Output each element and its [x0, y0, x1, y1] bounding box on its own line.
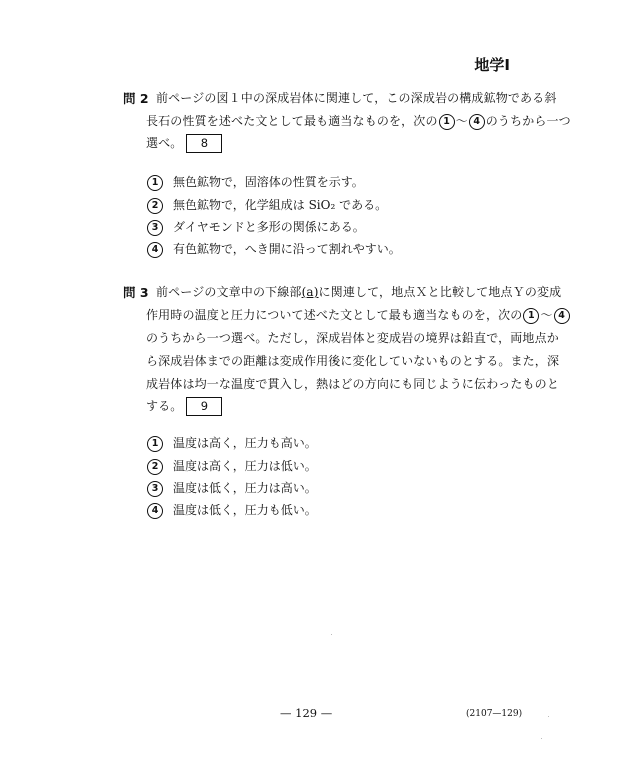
answer-box-9: 9	[186, 397, 222, 416]
question-3-line-5: 成岩体は均一な温度で貫入し，熱はどの方向にも同じように伝わったものと	[146, 377, 559, 391]
question-2-choice-3	[146, 218, 365, 236]
question-2-line-3	[146, 134, 222, 153]
choice-4-icon: 4	[147, 242, 163, 258]
page-number: — 129 —	[280, 706, 333, 720]
question-3-line-3: のうちから一つ選べ。ただし，深成岩体と変成岩の境界は鉛直で，両地点か	[146, 331, 559, 345]
choice-3-icon: 3	[147, 481, 163, 497]
circled-number-1-icon: 1	[523, 308, 539, 324]
question-3-choice-2	[146, 457, 317, 475]
question-3-line-6	[146, 397, 222, 416]
choice-2-icon: 2	[147, 198, 163, 214]
question-3-choice-3	[146, 479, 317, 497]
question-3-line-4: ら深成岩体までの距離は変成作用後に変化していないものとする。また，深	[146, 354, 560, 368]
choice-text: 有色鉱物で，へき開に沿って割れやすい。	[173, 242, 401, 256]
choice-3-icon: 3	[147, 220, 163, 236]
scan-speck	[548, 716, 549, 717]
question-2-number: 問 2	[123, 91, 149, 106]
question-2-line-2-text-c: のうちから一つ	[485, 114, 571, 128]
choice-text: 温度は高く，圧力は低い。	[173, 459, 317, 473]
choice-text: 温度は高く，圧力も高い。	[173, 436, 317, 450]
question-3-choice-4	[146, 501, 317, 519]
choice-1-icon: 1	[147, 436, 163, 452]
choice-2-icon: 2	[147, 459, 163, 475]
question-2-choice-2	[146, 196, 387, 214]
question-3-line-1-text-a: 前ページの文章中の下線部	[156, 285, 302, 299]
circled-number-1-icon: 1	[439, 114, 455, 130]
circled-number-4-icon: 4	[469, 114, 485, 130]
question-3-line-1	[156, 283, 561, 300]
question-2-line-2-text-a: 長石の性質を述べた文として最も適当なものを，次の	[146, 114, 438, 128]
question-2-line-1: 前ページの図１中の深成岩体に関連して，この深成岩の構成鉱物である斜	[156, 91, 557, 105]
choice-text: 無色鉱物で，固溶体の性質を示す。	[173, 175, 364, 189]
choice-4-icon: 4	[147, 503, 163, 519]
question-3-choice-1	[146, 434, 317, 452]
choice-text: 無色鉱物で，化学組成は SiO₂ である。	[173, 198, 388, 212]
circled-number-4-icon: 4	[554, 308, 570, 324]
choice-1-icon: 1	[147, 175, 163, 191]
question-2-choice-1	[146, 173, 364, 191]
question-3-line-1-text-b: に関連して，地点Ｘと比較して地点Ｙの変成	[318, 285, 562, 299]
question-2-select-text: 選べ。	[146, 136, 183, 150]
exam-code: (2107—129)	[466, 709, 523, 719]
question-3-line-2	[146, 306, 571, 324]
scan-speck	[541, 738, 542, 739]
choice-text: 温度は低く，圧力も低い。	[173, 503, 317, 517]
range-tilde: 〜	[540, 308, 553, 322]
question-3-number: 問 3	[123, 285, 149, 300]
question-2-choice-4	[146, 240, 401, 258]
question-3-line-2-text: 作用時の温度と圧力について述べた文として最も適当なものを，次の	[146, 308, 523, 322]
subject-header: 地学Ⅰ	[474, 56, 510, 74]
answer-box-8: 8	[186, 134, 222, 153]
underline-label-a: (a)	[301, 285, 319, 299]
range-tilde: 〜	[455, 114, 468, 128]
question-3-select-text: する。	[146, 399, 183, 413]
choice-text: 温度は低く，圧力は高い。	[173, 481, 317, 495]
scan-speck	[331, 634, 332, 635]
question-2-line-2	[146, 112, 571, 130]
choice-text: ダイヤモンドと多形の関係にある。	[173, 220, 365, 234]
